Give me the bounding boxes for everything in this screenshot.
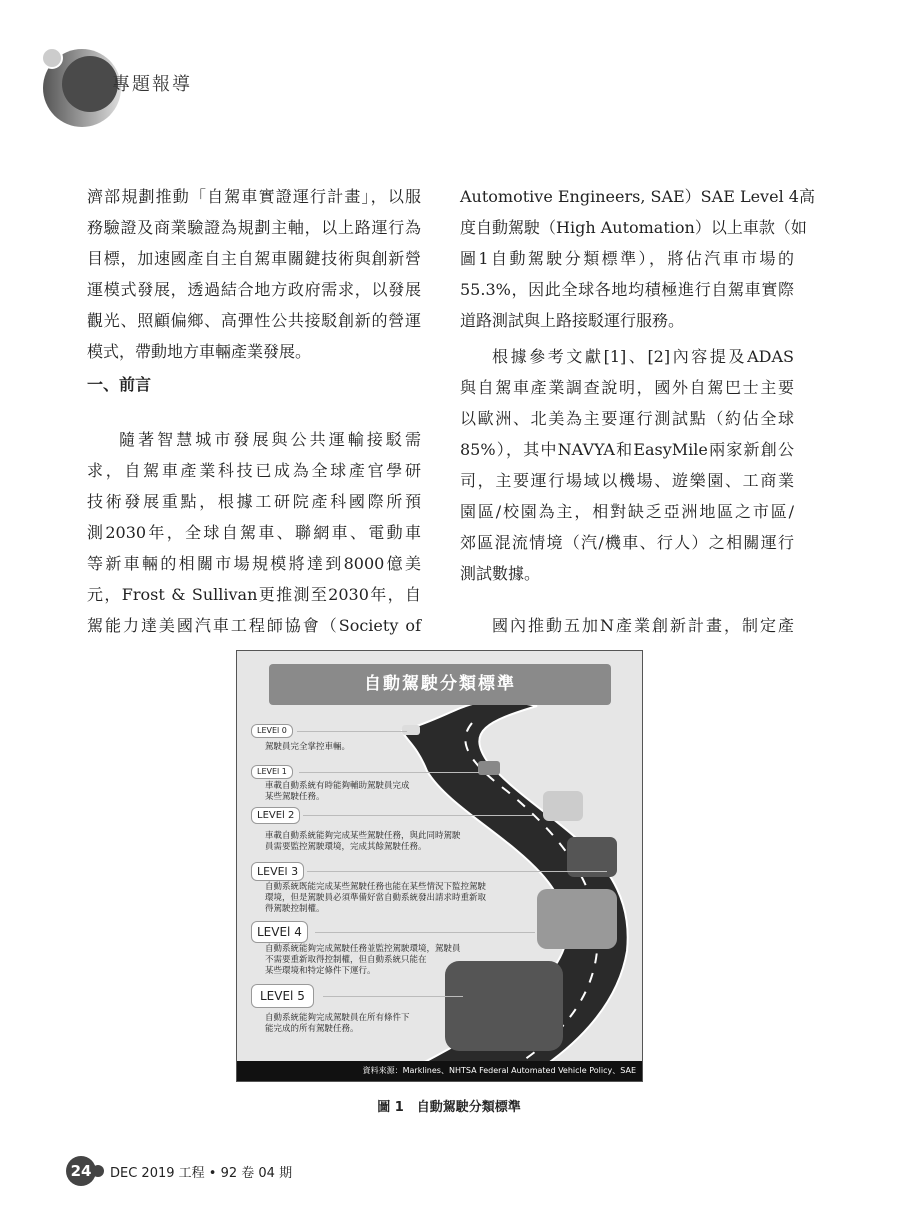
page-number: 24 [66, 1156, 96, 1186]
text-line: 根據參考文獻[1]、[2]內容提及ADAS [492, 347, 794, 366]
right-para-3 [460, 610, 794, 641]
text-line: 元，Frost & Sullivan更推測至2030年，自 [87, 585, 421, 604]
text-line: 技術發展重點，根據工研院產科國際所預 [87, 492, 421, 511]
text-line: 駕能力達美國汽車工程師協會（Society of [87, 616, 421, 635]
figure-source: 資料來源：Marklines、NHTSA Federal Automated Vehicle Policy、SAE [237, 1061, 642, 1081]
section-logo-icon [38, 44, 122, 128]
level-1-desc: 車載自動系統有時能夠輔助駕駛員完成 某些駕駛任務。 [265, 781, 410, 802]
text-line: 目標，加速國產自主自駕車關鍵技術與創新營 [87, 249, 421, 268]
figure-autonomous-levels [236, 650, 643, 1082]
figure-caption: 圖 1 自動駕駛分類標準 [377, 1100, 521, 1115]
level-2-label: LEVEl 2 [251, 807, 300, 824]
left-para-1 [87, 181, 421, 367]
text-line: 與自駕車產業調查說明，國外自駕巴士主要 [460, 378, 794, 397]
text-line: 度自動駕駛（High Automation）以上車款（如 [460, 218, 807, 237]
figure-title: 自動駕駛分類標準 [269, 664, 611, 705]
text-line: 國內推動五加N產業創新計畫，制定產 [492, 616, 794, 635]
text-line: 隨著智慧城市發展與公共運輸接駁需 [119, 430, 421, 449]
car-icon [537, 889, 617, 949]
car-icon [543, 791, 583, 821]
text-line: 道路測試與上路接駁運行服務。 [460, 311, 685, 330]
right-para-1 [460, 181, 815, 336]
text-line: 郊區混流情境（汽/機車、行人）之相關運行 [460, 533, 794, 552]
level-0-label: LEVEl 0 [251, 724, 293, 738]
text-line: 85%），其中NAVYA和EasyMile兩家新創公 [460, 440, 794, 459]
text-line: Automotive Engineers, SAE）SAE Level 4高 [460, 187, 815, 206]
text-line: 觀光、照顧偏鄉、高彈性公共接駁創新的營運 [87, 311, 421, 330]
level-4-desc: 自動系統能夠完成駕駛任務並監控駕駛環境，駕駛員 不需要重新取得控制權，但自動系統只能在 某些環境和特定條件下運行。 [265, 944, 461, 976]
level-0-desc: 駕駛員完全掌控車輛。 [265, 742, 351, 752]
text-line: 以歐洲、北美為主要運行測試點（約佔全球 [460, 409, 794, 428]
level-3-label: LEVEl 3 [251, 862, 304, 881]
car-icon [478, 761, 500, 775]
text-line: 測2030年，全球自駕車、聯網車、電動車 [87, 523, 421, 542]
page-footer [66, 1156, 292, 1186]
text-line: 模式，帶動地方車輛產業發展。 [87, 342, 312, 361]
text-line: 務驗證及商業驗證為規劃主軸，以上路運行為 [87, 218, 421, 237]
car-icon [402, 725, 420, 735]
text-line: 圖1自動駕駛分類標準），將佔汽車市場的 [460, 249, 794, 268]
right-para-2 [460, 341, 794, 589]
text-line: 求，自駕車產業科技已成為全球產官學研 [87, 461, 421, 480]
text-line: 園區/校園為主，相對缺乏亞洲地區之市區/ [460, 502, 794, 521]
level-2-desc: 車載自動系統能夠完成某些駕駛任務，與此同時駕駛 員需要監控駕駛環境，完成其餘駕駛任務。 [265, 831, 461, 852]
left-para-2 [87, 424, 421, 641]
car-icon [445, 961, 563, 1051]
section-title: 專題報導 [112, 74, 192, 95]
issue-info: DEC 2019 工程 • 92 卷 04 期 [110, 1165, 293, 1181]
text-line: 濟部規劃推動「自駕車實證運行計畫」，以服 [87, 187, 421, 206]
text-line: 等新車輛的相關市場規模將達到8000億美 [87, 554, 421, 573]
level-4-label: LEVEl 4 [251, 921, 308, 943]
text-line: 測試數據。 [460, 564, 541, 583]
text-line: 55.3%，因此全球各地均積極進行自駕車實際 [460, 280, 794, 299]
level-3-desc: 自動系統既能完成某些駕駛任務也能在某些情況下監控駕駛 環境，但是駕駛員必須準備好當自動系統發出請求時重新取 得駕駛控制權。 [265, 882, 487, 914]
text-line: 運模式發展，透過結合地方政府需求，以發展 [87, 280, 421, 299]
level-5-desc: 自動系統能夠完成駕駛員在所有條件下 能完成的所有駕駛任務。 [265, 1013, 410, 1034]
level-1-label: LEVEl 1 [251, 765, 293, 779]
section-heading: 一、前言 [87, 375, 152, 394]
text-line: 司，主要運行場域以機場、遊樂園、工商業 [460, 471, 794, 490]
level-5-label: LEVEl 5 [251, 984, 314, 1008]
